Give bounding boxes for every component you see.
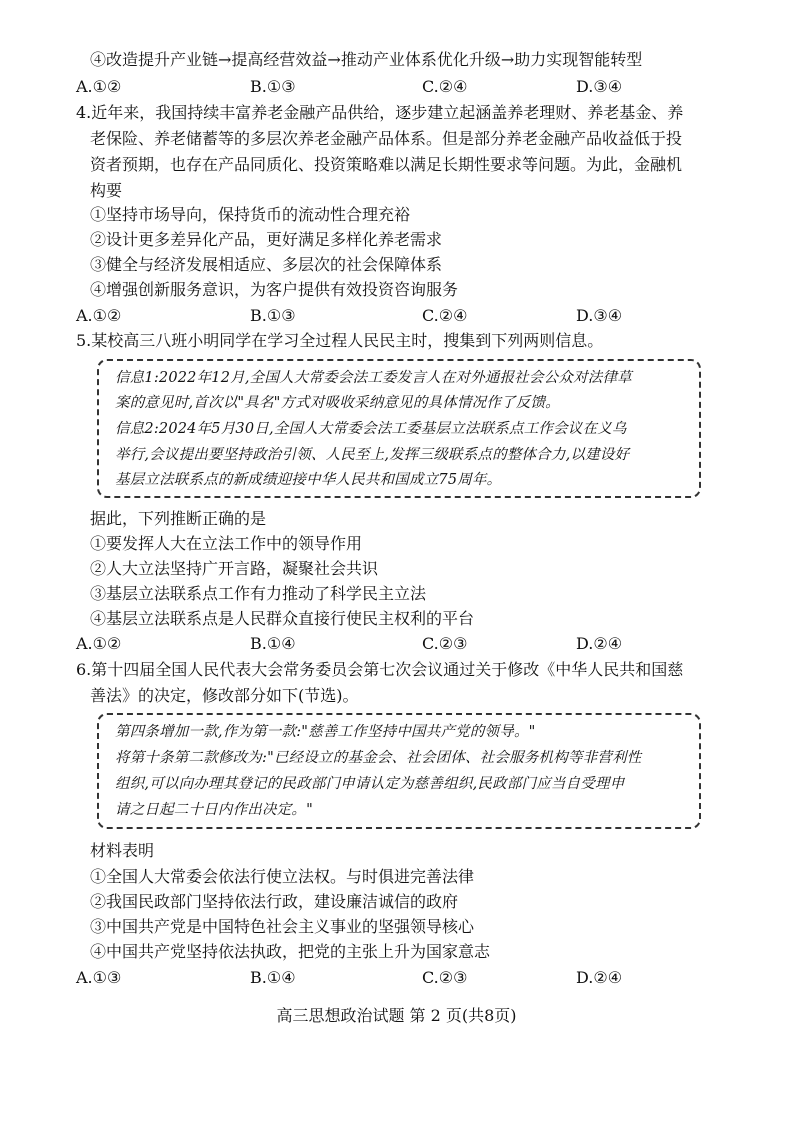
- q6-option-d[interactable]: D.②④: [576, 968, 623, 987]
- page-footer: 高三思想政治试题 第 2 页(共8页): [276, 1006, 517, 1025]
- q6-item-1: ①全国人大常委会依法行使立法权。与时俱进完善法律: [90, 867, 475, 886]
- q4-option-b[interactable]: B.①③: [250, 306, 296, 325]
- q5-option-a[interactable]: A.①②: [76, 634, 122, 653]
- q4-option-d[interactable]: D.③④: [576, 306, 623, 325]
- q4-option-c[interactable]: C.②④: [422, 306, 468, 325]
- q6-options: [76, 967, 676, 989]
- q5-options: [76, 633, 676, 655]
- q4-item-2: ②设计更多差异化产品，更好满足多样化养老需求: [90, 230, 443, 249]
- q4-stem-line-1: 4.近年来，我国持续丰富养老金融产品供给，逐步建立起涵盖养老理财、养老基金、养: [76, 103, 684, 122]
- q5-box-line-5: 基层立法联系点的新成绩迎接中华人民共和国成立75周年。: [115, 472, 502, 488]
- q6-item-2: ②我国民政部门坚持依法行政，建设廉洁诚信的政府: [90, 892, 459, 911]
- q6-box-line-2: 将第十条第二款修改为:"已经设立的基金会、社会团体、社会服务机构等非营利性: [115, 750, 642, 766]
- q5-item-3: ③基层立法联系点工作有力推动了科学民主立法: [90, 584, 427, 603]
- q6-box-line-3: 组织,可以向办理其登记的民政部门申请认定为慈善组织,民政部门应当自受理申: [115, 776, 625, 792]
- q5-box-line-2: 案的意见时,首次以"具名"方式对吸收采纳意见的具体情况作了反馈。: [115, 395, 560, 411]
- q6-box-line-4: 请之日起二十日内作出决定。": [115, 802, 313, 818]
- q3-option-a[interactable]: A.①②: [76, 77, 122, 96]
- q6-item-4: ④中国共产党坚持依法执政，把党的主张上升为国家意志: [90, 942, 491, 961]
- q5-option-b[interactable]: B.①④: [250, 634, 296, 653]
- q6-option-b[interactable]: B.①④: [250, 968, 296, 987]
- q3-options: [76, 76, 676, 98]
- q6-lead: 材料表明: [90, 841, 155, 860]
- q5-box-line-1: 信息1:2022年12月,全国人大常委会法工委发言人在对外通报社会公众对法律草: [115, 370, 632, 386]
- q5-item-2: ②人大立法坚持广开言路，凝聚社会共识: [90, 559, 379, 578]
- q4-item-3: ③健全与经济发展相适应、多层次的社会保障体系: [90, 255, 443, 274]
- q5-info-box: [97, 359, 701, 498]
- q4-stem-line-4: 构要: [90, 181, 123, 200]
- q4-item-1: ①坚持市场导向，保持货币的流动性合理充裕: [90, 205, 411, 224]
- q5-item-4: ④基层立法联系点是人民群众直接行使民主权利的平台: [90, 609, 475, 628]
- q3-option-c[interactable]: C.②④: [422, 77, 468, 96]
- q6-stem-line-2: 善法》的决定，修改部分如下(节选)。: [90, 686, 359, 705]
- q4-item-4: ④增强创新服务意识，为客户提供有效投资咨询服务: [90, 280, 459, 299]
- q5-box-line-4: 举行,会议提出要坚持政治引领、人民至上,发挥三级联系点的整体合力,以建设好: [115, 447, 630, 463]
- q5-option-d[interactable]: D.②④: [576, 634, 623, 653]
- q6-box-line-1: 第四条增加一款,作为第一款:"慈善工作坚持中国共产党的领导。": [115, 724, 536, 740]
- q5-stem: 5.某校高三八班小明同学在学习全过程人民民主时，搜集到下列两则信息。: [76, 331, 604, 350]
- q3-option-d[interactable]: D.③④: [576, 77, 623, 96]
- q5-box-line-3: 信息2:2024年5月30日,全国人大常委会法工委基层立法联系点工作会议在义乌: [115, 421, 627, 437]
- q3-item-4: ④改造提升产业链→提高经营效益→推动产业体系优化升级→助力实现智能转型: [90, 50, 643, 69]
- q6-option-a[interactable]: A.①③: [76, 968, 122, 987]
- q4-options: [76, 305, 676, 327]
- q4-option-a[interactable]: A.①②: [76, 306, 122, 325]
- q6-option-c[interactable]: C.②③: [422, 968, 468, 987]
- q6-stem-line-1: 6.第十四届全国人民代表大会常务委员会第七次会议通过关于修改《中华人民共和国慈: [76, 660, 684, 679]
- q5-lead: 据此，下列推断正确的是: [90, 509, 267, 528]
- q5-option-c[interactable]: C.②③: [422, 634, 468, 653]
- q6-item-3: ③中国共产党是中国特色社会主义事业的坚强领导核心: [90, 917, 475, 936]
- q3-option-b[interactable]: B.①③: [250, 77, 296, 96]
- q6-law-box: [97, 713, 701, 829]
- q4-stem-line-3: 资者预期，也存在产品同质化、投资策略难以满足长期性要求等问题。为此，金融机: [90, 155, 683, 174]
- q5-item-1: ①要发挥人大在立法工作中的领导作用: [90, 534, 363, 553]
- q4-stem-line-2: 老保险、养老储蓄等的多层次养老金融产品体系。但是部分养老金融产品收益低于投: [90, 129, 683, 148]
